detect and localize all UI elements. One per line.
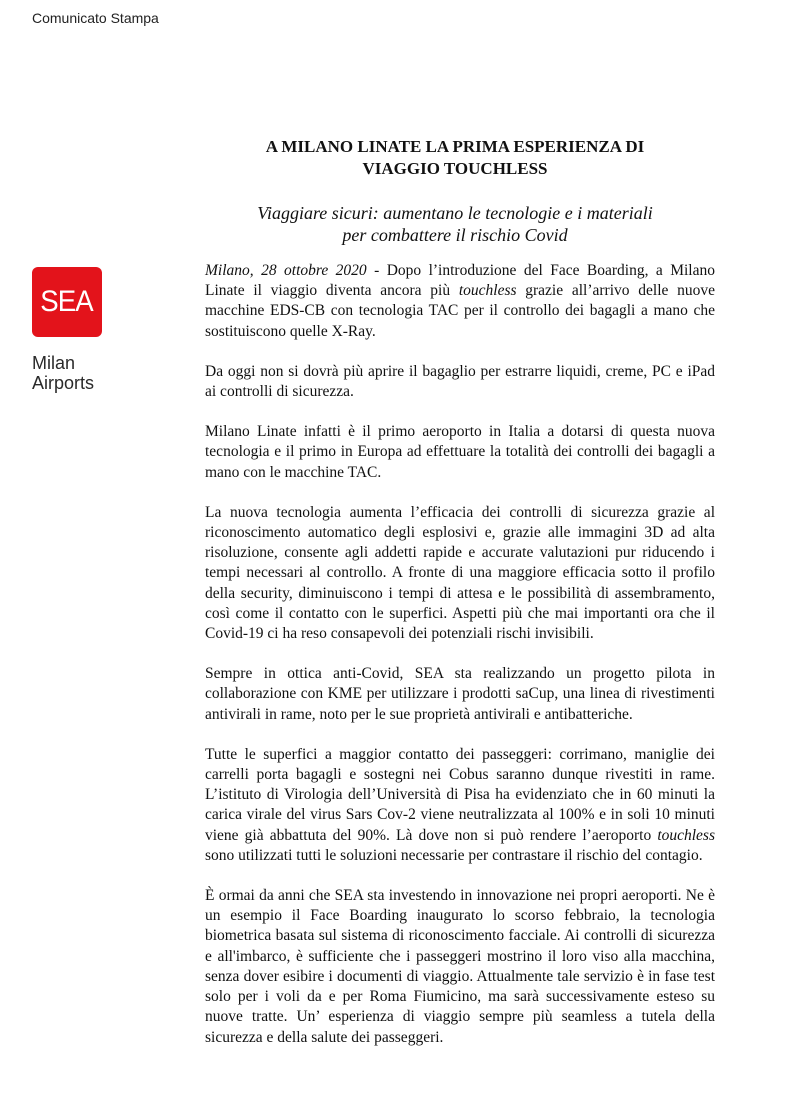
sea-logo-mark: SEA xyxy=(40,285,94,318)
press-release-subtitle xyxy=(205,202,705,246)
paragraph-1-text-a: - Dopo l’introduzione del Face Boarding, a Milano Linate il viaggio diventa ancora più xyxy=(205,262,715,300)
paragraph-4: La nuova tecnologia aumenta l’efficacia dei controlli di sicurezza grazie al riconoscimento automatico degli esplosivi e, grazie alle immagini 3D ad alta risoluzione, consente agli addetti rapide e accurate valutazioni pur riducendo i tempi necessari al controllo. A fronte di una maggiore efficacia sotto il profilo della security, diminuiscono i tempi di attesa e le possibilità di assembramento, così come il contatto con le superfici. Aspetti più che mai importanti ora che il Covid-19 ci ha reso consapevoli dei potenziali rischi invisibili. xyxy=(205,503,715,643)
brand-line-1: Milan xyxy=(32,353,76,373)
dateline: Milano, 28 ottobre 2020 xyxy=(205,262,367,279)
document-type-label: Comunicato Stampa xyxy=(32,10,159,26)
subtitle-line-1: Viaggiare sicuri: aumentano le tecnologie e i materiali xyxy=(257,203,653,223)
sea-logo-block xyxy=(32,267,112,393)
brand-line-2: Airports xyxy=(32,373,95,393)
title-line-1: A MILANO LINATE LA PRIMA ESPERIENZA DI xyxy=(265,137,645,156)
title-line-2: VIAGGIO TOUCHLESS xyxy=(362,159,548,178)
press-release-title xyxy=(205,136,705,180)
sea-logo-icon xyxy=(32,267,102,337)
paragraph-5: Sempre in ottica anti-Covid, SEA sta realizzando un progetto pilota in collaborazione con KME per utilizzare i prodotti saCup, una linea di rivestimenti antivirali in rame, noto per le sue proprietà antivirali e antibatteriche. xyxy=(205,665,715,723)
paragraph-6-text-a: Tutte le superfici a maggior contatto dei passeggeri: corrimano, maniglie dei carrelli porta bagagli e sostegni nei Cobus saranno dunque rivestiti in rame. L’istituto di Virologia dell’Università di Pisa ha evidenziato che in 60 minuti la carica virale del virus Sars Cov-2 viene neutralizzata al 100% e in soli 10 minuti viene già abbattuta del 90%. Là dove non si può rendere l’aeroporto xyxy=(205,745,715,844)
paragraph-6 xyxy=(205,745,715,866)
paragraph-2: Da oggi non si dovrà più aprire il bagaglio per estrarre liquidi, creme, PC e iPad ai controlli di sicurezza. xyxy=(205,362,715,401)
brand-text xyxy=(32,353,112,393)
paragraph-7: È ormai da anni che SEA sta investendo in innovazione nei propri aeroporti. Ne è un esempio il Face Boarding inaugurato lo scorso febbraio, la tecnologia biometrica basata sul sistema di riconoscimento facciale. Ai controlli di sicurezza e all'imbarco, è sufficiente che i passeggeri mostrino il loro viso alla macchina, senza dover esibire i documenti di viaggio. Attualmente tale servizio è in fase test solo per i voli da e per Roma Fiumicino, ma sarà successivamente esteso su nuove tratte. Un’ esperienza di viaggio sempre più seamless a tutela della sicurezza e della salute dei passeggeri. xyxy=(205,887,715,1046)
paragraph-1 xyxy=(205,261,715,342)
paragraph-1-text-b: grazie all’arrivo delle nuove macchine EDS-CB con tecnologia TAC per il controllo dei bagagli a mano che sostituiscono quelle X-Ray. xyxy=(205,282,715,340)
article-body xyxy=(205,261,715,1068)
paragraph-6-text-b: sono utilizzati tutti le soluzioni necessarie per contrastare il rischio del contagio. xyxy=(205,846,703,864)
subtitle-line-2: per combattere il rischio Covid xyxy=(342,225,568,245)
touchless-emphasis: touchless xyxy=(458,282,517,300)
paragraph-3: Milano Linate infatti è il primo aeroporto in Italia a dotarsi di questa nuova tecnologia e il primo in Europa ad effettuare la totalità dei controlli dei bagagli a mano con le macchine TAC. xyxy=(205,423,715,481)
touchless-emphasis: touchless xyxy=(657,826,715,844)
